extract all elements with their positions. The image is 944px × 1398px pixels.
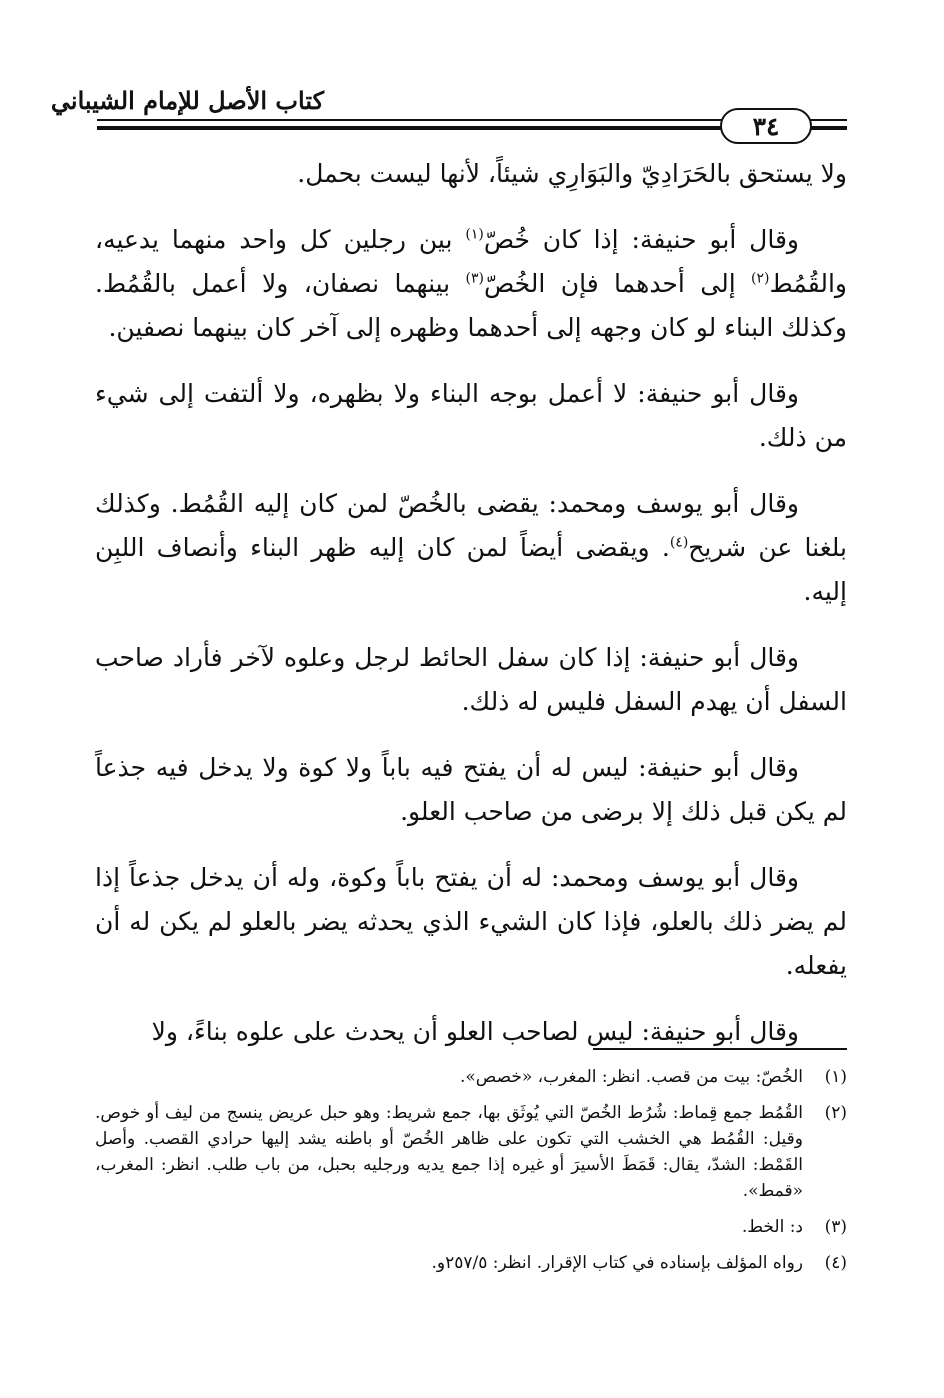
paragraph: وقال أبو حنيفة: ليس لصاحب العلو أن يحدث على علوه بناءً، ولا [151, 1017, 799, 1046]
footnote [95, 1100, 847, 1204]
paragraph: وقال أبو يوسف ومحمد: له أن يفتح باباً وكوة، وله أن يدخل جذعاً إذا لم يضر ذلك بالعلو، فإذا كان الشيء الذي يحدثه يضر بالعلو لم يكن له أن يفعله. [95, 863, 847, 980]
footnote-text: د: الخط. [741, 1217, 803, 1237]
footnote-number: (٣) [824, 1217, 847, 1237]
paragraph: وقال أبو حنيفة: ليس له أن يفتح فيه باباً ولا كوة ولا يدخل فيه جذعاً لم يكن قبل ذلك إلا برضى من صاحب العلو. [95, 753, 847, 826]
page-number [720, 108, 812, 144]
text-run: وقال أبو حنيفة: إذا كان خُصّ [483, 225, 799, 254]
footnote [95, 1064, 847, 1090]
paragraph: وقال أبو حنيفة: لا أعمل بوجه البناء ولا بظهره، ولا ألتفت إلى شيء من ذلك. [95, 379, 847, 452]
footnote-text: القُمُط جمع قِماط: شُرُط الخُصّ التي يُوثَق بها، جمع شريط: وهو حبل عريض ينسج من ليف أو خوص. وقيل: القُمُط هي الخشب التي تكون على ظاهر الخُصّ أو باطنه يشد إليها حرادي القصب. وأصل القَمْط: الشدّ، يقال: قَمَطَ الأسيرَ أو غيره إذا جمع يديه ورجليه بحبل، من باب طلب. انظر: المغرب، «قمط». [95, 1103, 803, 1201]
footnote-number: (٢) [824, 1103, 847, 1123]
footnote-ref[interactable]: (٣) [465, 270, 484, 287]
text-run: بين رجلين كل واحد منهما يدعيه، والقُمُط [95, 225, 847, 298]
paragraph [95, 482, 847, 614]
text-run: بينهما نصفان، ولا أعمل بالقُمُط. وكذلك البناء لو كان وجهه إلى أحدهما وظهره إلى آخر كان بينهما نصفين. [95, 269, 847, 342]
main-text [95, 152, 847, 1076]
paragraph: وقال أبو حنيفة: إذا كان سفل الحائط لرجل وعلوه لآخر فأراد صاحب السفل أن يهدم السفل فليس له ذلك. [95, 643, 847, 716]
text-run: . ويقضى أيضاً لمن كان إليه ظهر البناء وأنصاف اللبِن إليه. [95, 533, 847, 606]
footnote-number: (١) [824, 1067, 847, 1087]
footnote-separator [593, 1048, 847, 1050]
footnote-ref[interactable]: (٢) [751, 270, 770, 287]
page-number-text: ٣٤ [752, 111, 780, 141]
footnote-number: (٤) [824, 1253, 847, 1273]
footnote-ref[interactable]: (٤) [669, 534, 689, 551]
text-run: وقال أبو يوسف ومحمد: يقضى بالخُصّ لمن كان إليه القُمُط. وكذلك بلغنا عن شريح [95, 489, 847, 562]
footnote [95, 1214, 847, 1240]
paragraph: ولا يستحق بالحَرَادِيّ والبَوَارِي شيئاً، لأنها ليست بحمل. [297, 159, 847, 188]
footnote-ref[interactable]: (١) [465, 226, 484, 243]
text-run: إلى أحدهما فإن الخُصّ [484, 269, 752, 298]
running-title: كتاب الأصل للإمام الشيباني [50, 86, 324, 115]
footnotes [95, 1064, 847, 1286]
footnote [95, 1250, 847, 1276]
paragraph [95, 218, 847, 350]
footnote-text: رواه المؤلف بإسناده في كتاب الإقرار. انظر: ٢٥٧/٥و. [431, 1253, 803, 1273]
footnote-text: الخُصّ: بيت من قصب. انظر: المغرب، «خصص». [459, 1067, 803, 1087]
